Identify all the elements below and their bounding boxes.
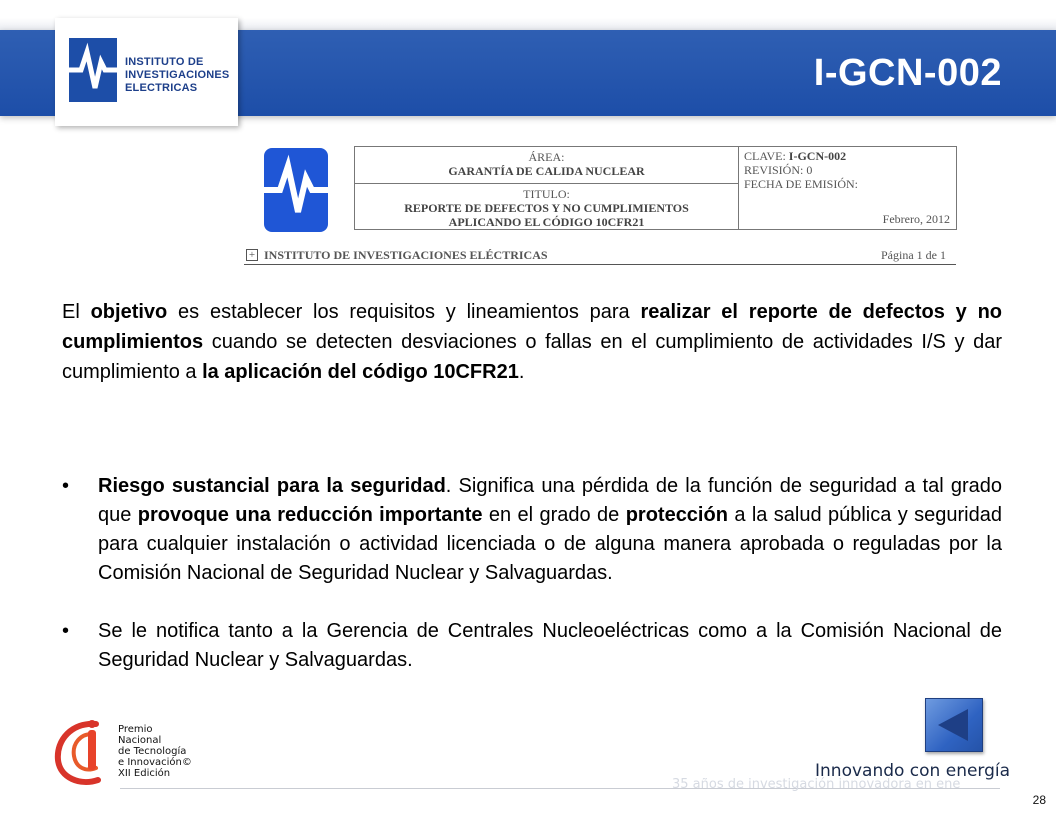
- bullet-bold: protección: [625, 504, 728, 526]
- objective-paragraph: [62, 297, 1002, 387]
- form-page-indicator: Página 1 de 1: [881, 248, 946, 262]
- back-button[interactable]: [925, 698, 983, 752]
- form-table: [354, 146, 957, 230]
- iie-logo: [55, 18, 238, 126]
- bullet-marker: •: [62, 475, 70, 497]
- bullet-text: Se le notifica tanto a la Gerencia de Centrales Nucleoeléctricas como a la Comisión Nacional de Seguridad Nuclear y Salvaguardas.: [98, 620, 1002, 671]
- fecha-value: Febrero, 2012: [882, 212, 950, 226]
- area-label: ÁREA:: [528, 150, 565, 164]
- objective-bold: realizar el reporte de defectos y no cumplimientos: [62, 301, 1002, 353]
- bullet-list: [62, 472, 1002, 675]
- objective-text: es establecer los requisitos y lineamientos para: [167, 301, 641, 323]
- bullet-bold: provoque una reducción importante: [137, 504, 483, 526]
- title-cell: [355, 184, 738, 229]
- bullet-bold: Riesgo sustancial para la seguridad: [98, 475, 446, 497]
- page-number: 28: [1032, 793, 1046, 807]
- objective-text: El: [62, 301, 91, 323]
- iie-wave-icon: [67, 36, 119, 104]
- document-code: I-GCN-002: [813, 52, 1002, 94]
- bullet-text: . Significa una pérdida de la función de seguridad a tal grado que: [98, 475, 1002, 526]
- objective-bold: objetivo: [90, 301, 168, 323]
- award-logo-icon: [52, 716, 116, 788]
- bullet-item-riesgo: [62, 472, 1002, 588]
- title-value-line2: APLICANDO EL CÓDIGO 10CFR21: [448, 215, 645, 229]
- objective-text: cuando se detecten desviaciones o fallas en el cumplimiento de actividades I/S y dar cumplimiento a: [62, 331, 1002, 383]
- plus-icon: +: [246, 249, 258, 261]
- ghost-tagline: 35 años de investigación innovadora en ene: [672, 777, 961, 792]
- fecha-label: FECHA DE EMISIÓN:: [744, 177, 859, 191]
- revision-row: REVISIÓN: 0: [744, 163, 813, 177]
- iie-logo-text: INSTITUTO DE INVESTIGACIONES ELECTRICAS: [125, 56, 230, 94]
- title-label: TITULO:: [523, 187, 570, 201]
- tagline: Innovando con energía: [815, 761, 1011, 781]
- form-header: [244, 142, 960, 266]
- title-value-line1: REPORTE DE DEFECTOS Y NO CUMPLIMIENTOS: [404, 201, 689, 215]
- bullet-text: a la salud pública y seguridad para cualquier instalación o actividad licenciada o de alguna manera aprobada o reguladas por la Comisión Nacional de Seguridad Nuclear y Salvaguardas.: [98, 504, 1002, 584]
- bullet-marker: •: [62, 620, 70, 642]
- form-right-cell: [744, 149, 954, 191]
- objective-bold: la aplicación del código 10CFR21: [202, 361, 519, 383]
- bullet-text: en el grado de: [482, 504, 626, 526]
- form-footer: [244, 246, 956, 265]
- form-institute-name: INSTITUTO DE INVESTIGACIONES ELÉCTRICAS: [264, 248, 548, 262]
- clave-label: CLAVE:: [744, 149, 786, 163]
- objective-text: .: [518, 361, 525, 383]
- back-arrow-icon: [926, 699, 982, 751]
- clave-value: I-GCN-002: [788, 149, 847, 163]
- bullet-item-notifica: [62, 617, 1002, 675]
- area-value: GARANTÍA DE CALIDA NUCLEAR: [448, 164, 645, 178]
- clave-row: [744, 149, 954, 163]
- award-text: Premio Nacional de Tecnología e Innovación© XII Edición: [118, 724, 192, 779]
- iie-form-logo-icon: [262, 146, 330, 234]
- form-left-cell: [355, 147, 739, 229]
- area-cell: [355, 147, 738, 184]
